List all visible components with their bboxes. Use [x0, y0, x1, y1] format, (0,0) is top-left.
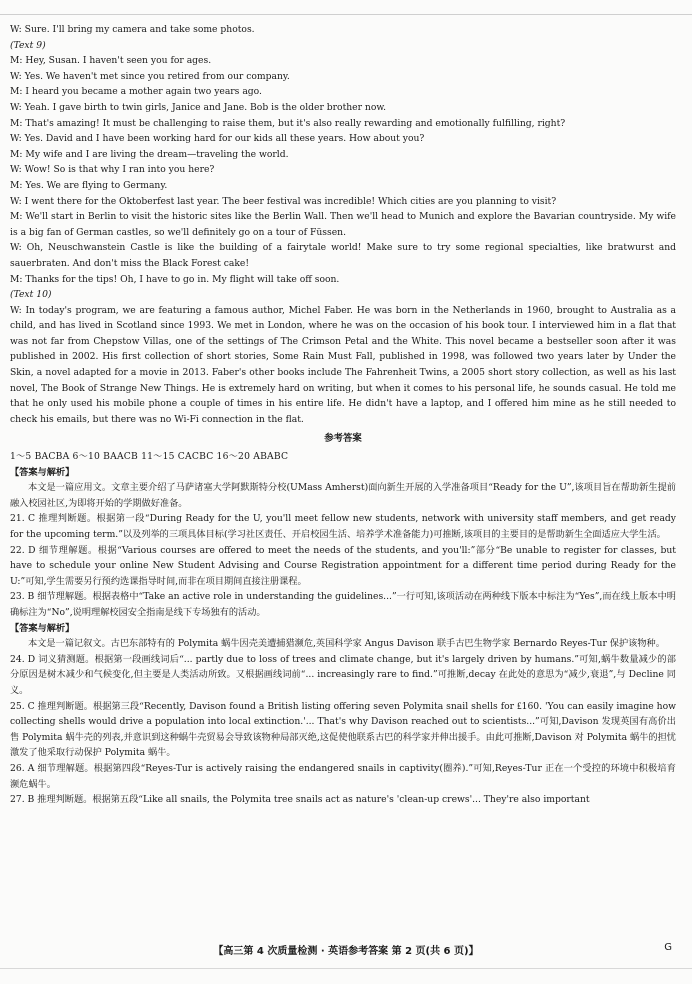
- dialogue-line: M: Hey, Susan. I haven't seen you for ages.: [10, 55, 212, 67]
- dialogue-line: W: I went there for the Oktoberfest last year. The beer festival was incredible! Which cities are you planning to visit?: [10, 195, 557, 207]
- dialogue-line: M: Thanks for the tips! Oh, I have to go in. My flight will take off soon.: [10, 273, 340, 285]
- text-label: (Text 10): [10, 289, 52, 301]
- page-footer: [0, 938, 692, 962]
- dialogue-line: M: That's amazing! It must be challenging to raise them, but it's also really rewarding and emotionally fulfilling, right?: [10, 117, 566, 129]
- footer-title: 【高三第 4 次质量检测 · 英语参考答案 第 2 页(共 6 页)】: [213, 946, 479, 957]
- passage-summary: 本文是一篇应用文。文章主要介绍了马萨诸塞大学阿默斯特分校(UMass Amherst)面向新生开展的入学准备项目“Ready for the U”,该项目旨在帮助新生提前融入校园社区,为即将开始的学期做好准备。: [10, 482, 676, 509]
- dialogue-line: W: Wow! So is that why I ran into you here?: [10, 164, 215, 176]
- text-label: (Text 9): [10, 39, 46, 51]
- dialogue-line: W: Yes. We haven't met since you retired from our company.: [10, 70, 290, 82]
- dialogue-line: M: My wife and I are living the dream—traveling the world.: [10, 148, 289, 160]
- dialogue-line: M: Yes. We are flying to Germany.: [10, 179, 168, 191]
- dialogue-paragraph: W: Oh, Neuschwanstein Castle is like the building of a fairytale world! Make sure to try some regional specialties, like bratwurst and sauerbraten. And don't miss the Black Forest cake!: [10, 242, 676, 269]
- dialogue-line: W: Sure. I'll bring my camera and take some photos.: [10, 24, 255, 35]
- dialogue-line: W: Yes. David and I have been working hard for our kids all these years. How about you?: [10, 133, 425, 145]
- answers-title: 参考答案: [324, 433, 362, 445]
- question-explanation: 21. C 推理判断题。根据第一段“During Ready for the U, you'll meet fellow new students, network with university staff members, and get ready for the upcoming term.”以及列举的三项具体目标(学习社区责任、开启校园生活、培养学术准备能力)可推断,该项目的主要目的是帮助新生全面适应大学生活。: [10, 513, 676, 540]
- bottom-divider: [0, 968, 692, 969]
- answer-list: 1～5 BACBA 6～10 BAACB 11～15 CACBC 16～20 ABABC: [10, 451, 289, 463]
- footer-version-code: G: [664, 942, 672, 953]
- question-explanation: 22. D 细节理解题。根据“Various courses are offered to meet the needs of the students, and you'll:”部分“Be unable to register for classes, but have to schedule your online New Student Advising and Course Registration appointment for a different time period during Ready for the U:”可知,学生需要另行预约选课指导时间,而非在项目期间直接注册课程。: [10, 544, 676, 587]
- question-explanation: 27. B 推理判断题。根据第五段“Like all snails, the Polymita tree snails act as nature's 'clean-up crews'... They're also important: [10, 794, 590, 806]
- question-explanation: 24. D 词义猜测题。根据第一段画线词后“... partly due to loss of trees and climate change, but it's largely driven by humans.”可知,蜗牛数量减少的部分原因是树木减少和气候变化,但主要是人类活动所致。又根据画线词前“... increasingly rare to find.”可推断,decay 在此处的意思为“减少,衰退”,与 Decline 同义。: [10, 653, 676, 696]
- analysis-heading: 【答案与解析】: [10, 622, 75, 634]
- dialogue-line: M: I heard you became a mother again two years ago.: [10, 86, 262, 98]
- question-explanation: 23. B 细节理解题。根据表格中“Take an active role in understanding the guidelines...”一行可知,该项活动在两种线下版本中标注为“Yes”,而在线上版本中明确标注为“No”,说明理解校园安全指南是线下专场独有的活动。: [10, 591, 676, 618]
- dialogue-paragraph: M: We'll start in Berlin to visit the historic sites like the Berlin Wall. Then we'll head to Munich and explore the Bavarian countryside. My wife is a big fan of German castles, so we'll definitely go on a tour of Füssen.: [10, 211, 676, 238]
- passage-summary: 本文是一篇记叙文。古巴东部特有的 Polymita 蜗牛因壳美遭捕猎濒危,英国科学家 Angus Davison 联手古巴生物学家 Bernardo Reyes-Tur 保护该物种。: [28, 638, 665, 650]
- dialogue-line: W: Yeah. I gave birth to twin girls, Janice and Jane. Bob is the older brother now.: [10, 101, 387, 113]
- question-explanation: 26. A 细节理解题。根据第四段“Reyes-Tur is actively raising the endangered snails in captivity(圈养).”可知,Reyes-Tur 正在一个受控的环境中积极培育濒危蜗牛。: [10, 762, 676, 790]
- page-content: [10, 22, 676, 808]
- top-divider: [0, 14, 692, 15]
- analysis-heading: 【答案与解析】: [10, 466, 75, 478]
- question-explanation: 25. C 推理判断题。根据第三段“Recently, Davison found a British listing offering seven Polymita snail shells for ₤160. 'You can easily imagine how collecting shells would drive a population into local extinction.'... That's why Davison reached out to scientists...”可知,Davison 发现英国有高价出售 Polymita 蜗牛壳的列表,并意识到这种蜗牛壳贸易会导致该物种局部灭绝,这促使他联系古巴的科学家并伸出援手。由此可推断,Davison 对 Polymita 蜗牛的担忧激发了他采取行动保护 Polymita 蜗牛。: [10, 700, 676, 759]
- monologue-paragraph: W: In today's program, we are featuring a famous author, Michel Faber. He was born in the Netherlands in 1960, brought to Australia as a child, and has lived in Scotland since 1993. We met in London, where he was on the occasion of his book tour. I interviewed him in a flat that was not far from Chepstow Villas, one of the settings of The Crimson Petal and the White. This novel became a bestseller soon after it was published in 2002. His first collection of short stories, Some Rain Must Fall, published in 1998, was followed two years later by Under the Skin, a novel adapted for a movie in 2013. Faber's other books include The Fahrenheit Twins, a 2005 short story collection, as well as his last novel, The Book of Strange New Things. He is extremely hard on writing, but when it comes to his personal life, he sounds casual. He told me that he only used his mobile phone a couple of times in his entire life. He didn't have a laptop, and I offered him mine as he still needed to check his emails, but there was no Wi-Fi connection in the flat.: [10, 304, 676, 425]
